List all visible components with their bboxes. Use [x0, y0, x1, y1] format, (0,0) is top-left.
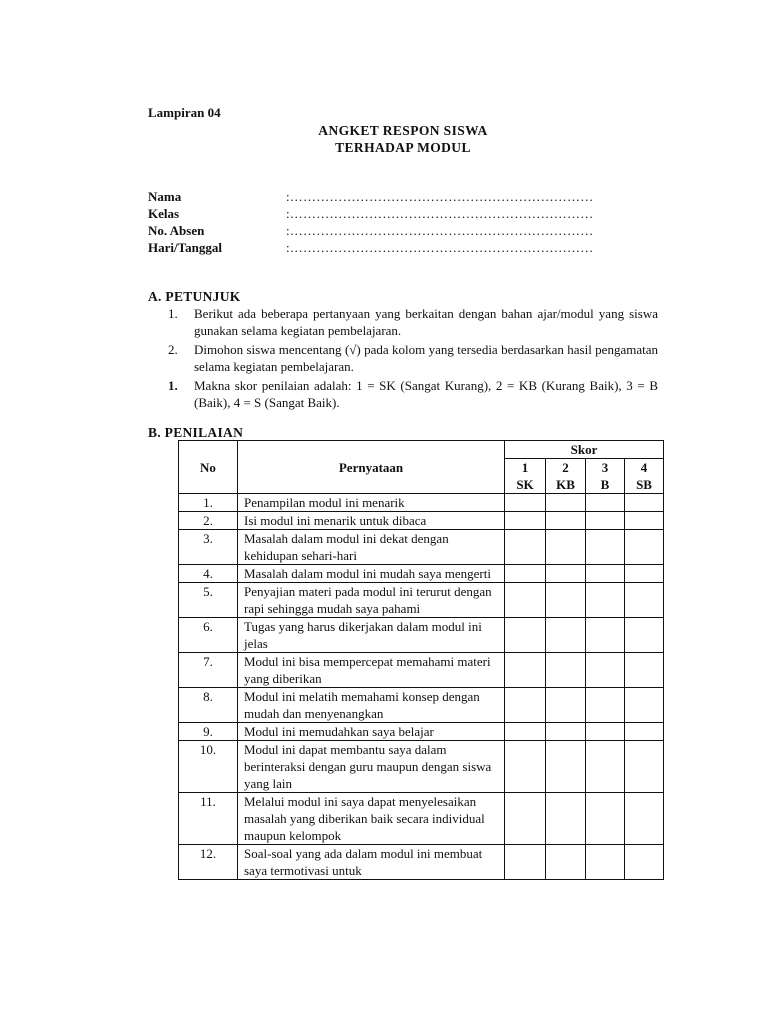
row-number: 8. — [179, 688, 238, 723]
identity-row-absen — [148, 222, 658, 239]
score-cell[interactable] — [505, 653, 546, 688]
score-cell[interactable] — [505, 688, 546, 723]
identity-label: Hari/Tanggal — [148, 240, 222, 255]
score-cell[interactable] — [546, 653, 586, 688]
instruction-number: 1. — [168, 378, 178, 393]
table-row — [179, 741, 664, 793]
score-cell[interactable] — [546, 618, 586, 653]
score-cell[interactable] — [625, 793, 664, 845]
score-cell[interactable] — [546, 793, 586, 845]
table-row — [179, 494, 664, 512]
table-header-row — [179, 441, 664, 459]
table-row — [179, 793, 664, 845]
score-cell[interactable] — [546, 688, 586, 723]
score-cell[interactable] — [625, 845, 664, 880]
score-cell[interactable] — [586, 653, 625, 688]
score-num: 4 — [640, 460, 648, 475]
score-col-header — [546, 459, 586, 494]
identity-row-name — [148, 188, 658, 205]
table-row — [179, 845, 664, 880]
score-cell[interactable] — [586, 723, 625, 741]
score-cell[interactable] — [546, 583, 586, 618]
score-cell[interactable] — [505, 583, 546, 618]
table-row — [179, 688, 664, 723]
score-cell[interactable] — [546, 530, 586, 565]
score-cell[interactable] — [586, 741, 625, 793]
score-cell[interactable] — [505, 530, 546, 565]
score-cell[interactable] — [505, 565, 546, 583]
table-row — [179, 723, 664, 741]
score-cell[interactable] — [625, 653, 664, 688]
score-cell[interactable] — [586, 565, 625, 583]
header-score: Skor — [505, 441, 664, 459]
score-cell[interactable] — [505, 494, 546, 512]
identity-blank: :…………………………………………………………… — [286, 206, 594, 221]
row-statement: Melalui modul ini saya dapat menyelesaikan masalah yang diberikan baik secara individual maupun kelompok — [238, 793, 505, 845]
table-row — [179, 653, 664, 688]
row-statement: Modul ini bisa mempercepat memahami materi yang diberikan — [238, 653, 505, 688]
row-number: 3. — [179, 530, 238, 565]
score-num: 2 — [562, 460, 569, 475]
instruction-item — [168, 305, 658, 339]
row-number: 5. — [179, 583, 238, 618]
header-no: No — [179, 441, 238, 494]
document-subtitle: TERHADAP MODUL — [335, 140, 471, 155]
row-statement: Masalah dalam modul ini mudah saya mengerti — [238, 565, 505, 583]
score-cell[interactable] — [546, 741, 586, 793]
score-cell[interactable] — [586, 688, 625, 723]
score-cell[interactable] — [546, 845, 586, 880]
identity-fields — [148, 188, 658, 256]
score-cell[interactable] — [625, 688, 664, 723]
row-number: 4. — [179, 565, 238, 583]
score-cell[interactable] — [505, 618, 546, 653]
header-statement: Pernyataan — [238, 441, 505, 494]
score-cell[interactable] — [546, 494, 586, 512]
score-cell[interactable] — [625, 723, 664, 741]
identity-label: Nama — [148, 189, 182, 204]
score-cell[interactable] — [586, 494, 625, 512]
row-number: 7. — [179, 653, 238, 688]
identity-row-class — [148, 205, 658, 222]
score-cell[interactable] — [625, 494, 664, 512]
appendix-label: Lampiran 04 — [148, 105, 221, 120]
row-number: 6. — [179, 618, 238, 653]
score-cell[interactable] — [625, 512, 664, 530]
score-cell[interactable] — [586, 530, 625, 565]
section-b-heading: B. PENILAIAN — [148, 425, 244, 440]
row-statement: Penyajian materi pada modul ini terurut dengan rapi sehingga mudah saya pahami — [238, 583, 505, 618]
row-statement: Modul ini melatih memahami konsep dengan mudah dan menyenangkan — [238, 688, 505, 723]
identity-blank: :…………………………………………………………… — [286, 240, 594, 255]
score-cell[interactable] — [546, 512, 586, 530]
table-row — [179, 565, 664, 583]
table-row — [179, 618, 664, 653]
score-cell[interactable] — [625, 530, 664, 565]
score-cell[interactable] — [505, 741, 546, 793]
instruction-text: Berikut ada beberapa pertanyaan yang berkaitan dengan bahan ajar/modul yang siswa gunakan selama kegiatan pembelajaran. — [194, 306, 658, 338]
row-statement: Modul ini dapat membantu saya dalam berinteraksi dengan guru maupun dengan siswa yang lain — [238, 741, 505, 793]
row-number: 11. — [179, 793, 238, 845]
identity-blank: :…………………………………………………………… — [286, 223, 594, 238]
row-number: 12. — [179, 845, 238, 880]
score-cell[interactable] — [586, 512, 625, 530]
table-body — [179, 494, 664, 880]
row-number: 9. — [179, 723, 238, 741]
score-cell[interactable] — [505, 512, 546, 530]
table-row — [179, 583, 664, 618]
score-col-header — [586, 459, 625, 494]
instruction-text: Dimohon siswa mencentang (√) pada kolom yang tersedia berdasarkan hasil pengamatan selama kegiatan pembelajaran. — [194, 342, 658, 374]
score-cell[interactable] — [625, 565, 664, 583]
instruction-item — [168, 377, 658, 411]
identity-label: No. Absen — [148, 223, 205, 238]
score-cell[interactable] — [625, 583, 664, 618]
instruction-text: Makna skor penilaian adalah: 1 = SK (Sangat Kurang), 2 = KB (Kurang Baik), 3 = B (Baik), 4 = S (Sangat Baik). — [194, 378, 658, 410]
row-number: 1. — [179, 494, 238, 512]
table-row — [179, 530, 664, 565]
document-title: ANGKET RESPON SISWA — [318, 123, 488, 138]
score-code: SK — [516, 477, 534, 492]
score-cell[interactable] — [546, 565, 586, 583]
row-statement: Modul ini memudahkan saya belajar — [238, 723, 505, 741]
score-cell[interactable] — [586, 583, 625, 618]
score-cell[interactable] — [505, 793, 546, 845]
score-code: KB — [556, 477, 575, 492]
assessment-table — [178, 440, 664, 880]
row-number: 2. — [179, 512, 238, 530]
score-code: SB — [636, 477, 652, 492]
table-row — [179, 512, 664, 530]
score-cell[interactable] — [625, 741, 664, 793]
row-statement: Penampilan modul ini menarik — [238, 494, 505, 512]
identity-row-date — [148, 239, 658, 256]
score-cell[interactable] — [546, 723, 586, 741]
score-cell[interactable] — [505, 845, 546, 880]
identity-blank: :…………………………………………………………… — [286, 189, 594, 204]
instruction-number: 2. — [168, 342, 178, 357]
identity-label: Kelas — [148, 206, 180, 221]
score-num: 3 — [601, 460, 609, 475]
score-col-header — [625, 459, 664, 494]
section-a-heading: A. PETUNJUK — [148, 289, 241, 304]
score-code: B — [600, 477, 610, 492]
score-col-header — [505, 459, 546, 494]
instruction-number: 1. — [168, 306, 178, 321]
score-cell[interactable] — [586, 793, 625, 845]
row-statement: Soal-soal yang ada dalam modul ini membuat saya termotivasi untuk — [238, 845, 505, 880]
row-number: 10. — [179, 741, 238, 793]
score-num: 1 — [521, 460, 529, 475]
row-statement: Tugas yang harus dikerjakan dalam modul ini jelas — [238, 618, 505, 653]
row-statement: Masalah dalam modul ini dekat dengan kehidupan sehari-hari — [238, 530, 505, 565]
score-cell[interactable] — [586, 618, 625, 653]
score-cell[interactable] — [505, 723, 546, 741]
instructions-list — [168, 305, 658, 413]
instruction-item — [168, 341, 658, 375]
row-statement: Isi modul ini menarik untuk dibaca — [238, 512, 505, 530]
score-cell[interactable] — [586, 845, 625, 880]
score-cell[interactable] — [625, 618, 664, 653]
